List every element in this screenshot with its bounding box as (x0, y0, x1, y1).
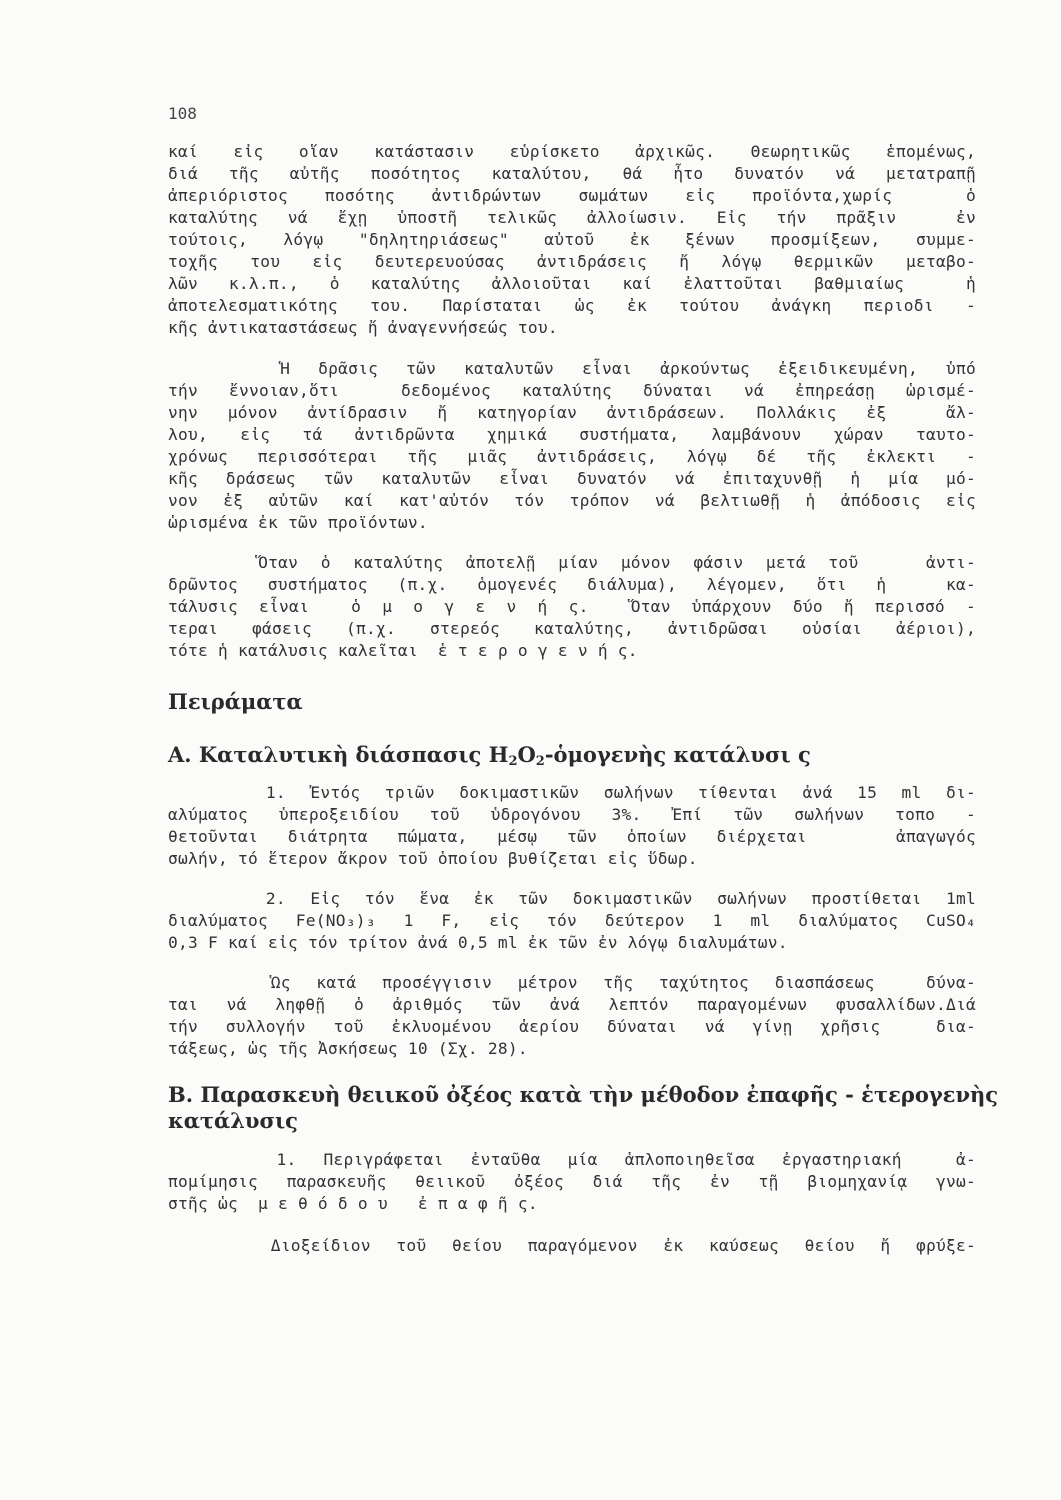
text-line: 1. Περιγράφεται ἐνταῦθα μία ἁπλοποιηθεῖσα ἐργαστηριακή ἀ- (168, 1150, 976, 1169)
section-b-heading-line1: Β. Παρασκευὴ θειικοῦ ὀξέος κατὰ τὴν μέθοδον ἐπαφῆς - ἑτερογενὴς (168, 1082, 999, 1107)
text-line: τήν ἔννοιαν,ὅτι δεδομένος καταλύτης δύναται νά ἐπηρεάσῃ ὡρισμέ- (168, 381, 976, 400)
text-line: νον ἐξ αὐτῶν καί κατ'αὐτόν τόν τρόπον νά βελτιωθῇ ἡ ἀπόδοσις εἰς (168, 491, 976, 510)
section-a-heading (168, 742, 988, 775)
section-a-suffix: -ὁμογενὴς κατάλυσι ς (544, 742, 811, 767)
text-line: Ἡ δρᾶσις τῶν καταλυτῶν εἶναι ἀρκούντως ἐξειδικευμένη, ὑπό (168, 359, 976, 378)
text-line: Ὅταν ὁ καταλύτης ἀποτελῇ μίαν μόνον φάσιν μετά τοῦ ἀντι- (168, 553, 976, 572)
text-line: κῆς ἀντικαταστάσεως ἤ ἀναγεννήσεώς του. (168, 318, 558, 337)
page-number: 108 (168, 104, 197, 123)
text-line: νην μόνον ἀντίδρασιν ἤ κατηγορίαν ἀντιδράσεων. Πολλάκις ἐξ ἄλ- (168, 403, 976, 422)
text-line: σωλήν, τό ἕτερον ἄκρον τοῦ ὁποίου βυθίζεται εἰς ὕδωρ. (168, 849, 698, 868)
text-line: αλύματος ὑπεροξειδίου τοῦ ὑδρογόνου 3%. Ἐπί τῶν σωλήνων τοπο - (168, 805, 976, 824)
text-line: καταλύτης νά ἔχῃ ὑποστῆ τελικῶς ἀλλοίωσιν. Εἰς τήν πρᾶξιν ἐν (168, 208, 976, 227)
text-line: τότε ἡ κατάλυσις καλεῖται ἑ τ ε ρ ο γ ε ν ή ς. (168, 641, 638, 660)
text-line: ἀπεριόριστος ποσότης ἀντιδρώντων σωμάτων εἰς προϊόντα,χωρίς ὁ (168, 186, 976, 205)
text-line: διαλύματος Fe(NO₃)₃ 1 F, εἰς τόν δεύτερον 1 ml διαλύματος CuSO₄ (168, 911, 976, 930)
text-line: Διοξείδιον τοῦ θείου παραγόμενον ἐκ καύσεως θείου ἤ φρύξε- (168, 1236, 976, 1255)
section-a-sub2: 2 (535, 754, 545, 769)
text-line: λῶν κ.λ.π., ὁ καταλύτης ἀλλοιοῦται καί ἐλαττοῦται βαθμιαίως ἡ (168, 274, 976, 293)
text-line: λου, εἰς τά ἀντιδρῶντα χημικά συστήματα, λαμβάνουν χώραν ταυτο- (168, 425, 976, 444)
text-line: δρῶντος συστήματος (π.χ. ὁμογενές διάλυμα), λέγομεν, ὅτι ἡ κα- (168, 575, 976, 594)
section-a-sub1: 2 (508, 754, 518, 769)
text-line: κῆς δράσεως τῶν καταλυτῶν εἶναι δυνατόν νά ἐπιταχυνθῇ ἡ μία μό- (168, 469, 976, 488)
text-line: τάλυσις εἶναι ὁ μ ο γ ε ν ή ς. Ὅταν ὑπάρχουν δύο ἤ περισσό - (168, 597, 976, 616)
text-line: ὡρισμένα ἐκ τῶν προϊόντων. (168, 513, 428, 532)
text-line: χρόνως περισσότεραι τῆς μιᾶς ἀντιδράσεις, λόγῳ δέ τῆς ἐκλεκτι - (168, 447, 976, 466)
text-line: τάξεως, ὡς τῆς Ἀσκήσεως 10 (Σχ. 28). (168, 1039, 528, 1058)
section-a-prefix: Α. Καταλυτικὴ διάσπασις H (168, 742, 509, 767)
text-line: 1. Ἐντός τριῶν δοκιμαστικῶν σωλήνων τίθενται ἀνά 15 ml δι- (168, 783, 976, 802)
section-a-middle: O (517, 742, 536, 767)
text-line: καί εἰς οἵαν κατάστασιν εὑρίσκετο ἀρχικῶς. Θεωρητικῶς ἑπομένως, (168, 142, 976, 161)
text-line: τούτοις, λόγῳ "δηλητηριάσεως" αὐτοῦ ἐκ ξένων προσμίξεων, συμμε- (168, 230, 976, 249)
text-line: 2. Εἰς τόν ἕνα ἐκ τῶν δοκιμαστικῶν σωλήνων προστίθεται 1ml (168, 889, 976, 908)
section-b-heading-line2: κατάλυσις (168, 1108, 298, 1133)
text-line: τοχῆς του εἰς δευτερευούσας ἀντιδράσεις ἤ λόγῳ θερμικῶν μεταβο- (168, 252, 976, 271)
text-line: διά τῆς αὐτῆς ποσότητος καταλύτου, θά ἦτο δυνατόν νά μετατραπῇ (168, 164, 976, 183)
section-title: Πειράματα (168, 689, 303, 714)
text-line: 0,3 F καί εἰς τόν τρίτον ἀνά 0,5 ml ἐκ τῶν ἐν λόγῳ διαλυμάτων. (168, 933, 788, 952)
text-line: θετοῦνται διάτρητα πώματα, μέσῳ τῶν ὁποίων διέρχεται ἀπαγωγός (168, 827, 976, 846)
text-line: ται νά ληφθῇ ὁ ἀριθμός τῶν ἀνά λεπτόν παραγομένων φυσαλλίδων.Διά (168, 995, 976, 1014)
text-line: Ὡς κατά προσέγγισιν μέτρον τῆς ταχύτητος διασπάσεως δύνα- (168, 973, 976, 992)
text-line: τεραι φάσεις (π.χ. στερεός καταλύτης, ἀντιδρῶσαι οὐσίαι ἀέριοι), (168, 619, 976, 638)
text-line: τήν συλλογήν τοῦ ἐκλυομένου ἀερίου δύναται νά γίνῃ χρῆσις δια- (168, 1017, 976, 1036)
text-line: πομίμησις παρασκευῆς θειικοῦ ὀξέος διά τῆς ἐν τῇ βιομηχανίᾳ γνω- (168, 1172, 976, 1191)
text-line: στῆς ὡς μ ε θ ό δ ο υ ἐ π α φ ῆ ς. (168, 1194, 538, 1213)
text-line: ἀποτελεσματικότης του. Παρίσταται ὡς ἐκ τούτου ἀνάγκη περιοδι - (168, 296, 976, 315)
